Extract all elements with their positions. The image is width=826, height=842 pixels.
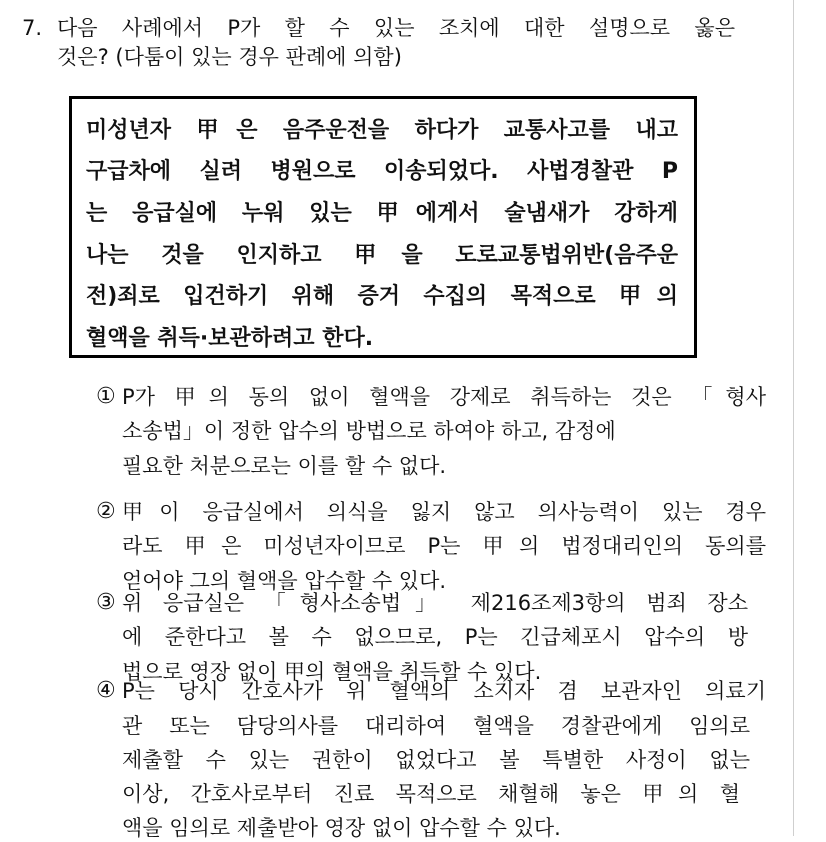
page-divider xyxy=(793,0,794,836)
option-line: 위 응급실은 「형사소송법」 제216조제3항의 범죄 장소 xyxy=(122,591,748,615)
option-line: 제출할 수 있는 권한이 없었다고 볼 특별한 사정이 없는 xyxy=(122,748,750,772)
option-line: 소송법」이 정한 압수의 방법으로 하여야 하고, 감정에 xyxy=(122,419,616,443)
question-text-line: 다음 사례에서 P가 할 수 있는 조치에 대한 설명으로 옳은 xyxy=(57,16,735,40)
case-line: 구급차에 실려 병원으로 이송되었다. 사법경찰관 P xyxy=(86,159,678,184)
option-line: 관 또는 담당의사를 대리하여 혈액을 경찰관에게 임의로 xyxy=(122,714,750,738)
option-line: 법으로 영장 없이 甲의 혈액을 취득할 수 있다. xyxy=(122,660,542,684)
option-line: P가 甲의 동의 없이 혈액을 강제로 취득하는 것은 「형사 xyxy=(122,385,766,409)
case-line: 나는 것을 인지하고 甲을 도로교통법위반(음주운 xyxy=(86,243,678,268)
option-line: 필요한 처분으로는 이를 할 수 없다. xyxy=(122,454,447,478)
option-line: 甲이 응급실에서 의식을 잃지 않고 의사능력이 있는 경우 xyxy=(122,500,766,524)
case-line: 미성년자 甲은 음주운전을 하다가 교통사고를 내고 xyxy=(86,118,678,143)
option-marker: ② xyxy=(96,499,116,524)
question-number: 7. xyxy=(22,16,43,40)
option-marker: ① xyxy=(96,384,116,409)
question-text-line: 것은? (다툼이 있는 경우 판례에 의함) xyxy=(57,45,402,69)
case-line: 는 응급실에 누워 있는 甲에게서 술냄새가 강하게 xyxy=(86,201,678,226)
option-line: 액을 임의로 제출받아 영장 없이 압수할 수 있다. xyxy=(122,816,561,840)
option-marker: ④ xyxy=(96,678,116,703)
case-line: 혈액을 취득·보관하려고 한다. xyxy=(86,326,374,351)
option-line: 에 준한다고 볼 수 없으므로, P는 긴급체포시 압수의 방 xyxy=(122,625,748,649)
case-line: 전)죄로 입건하기 위해 증거 수집의 목적으로 甲의 xyxy=(86,284,678,309)
option-line: 이상, 간호사로부터 진료 목적으로 채혈해 놓은 甲의 혈 xyxy=(122,782,740,806)
option-marker: ③ xyxy=(96,590,116,615)
option-line: 라도 甲은 미성년자이므로 P는 甲의 법정대리인의 동의를 xyxy=(122,534,766,558)
option-line: 얻어야 그의 혈액을 압수할 수 있다. xyxy=(122,569,447,593)
option-line: P는 당시 간호사가 위 혈액의 소지자 겸 보관자인 의료기 xyxy=(122,679,766,703)
